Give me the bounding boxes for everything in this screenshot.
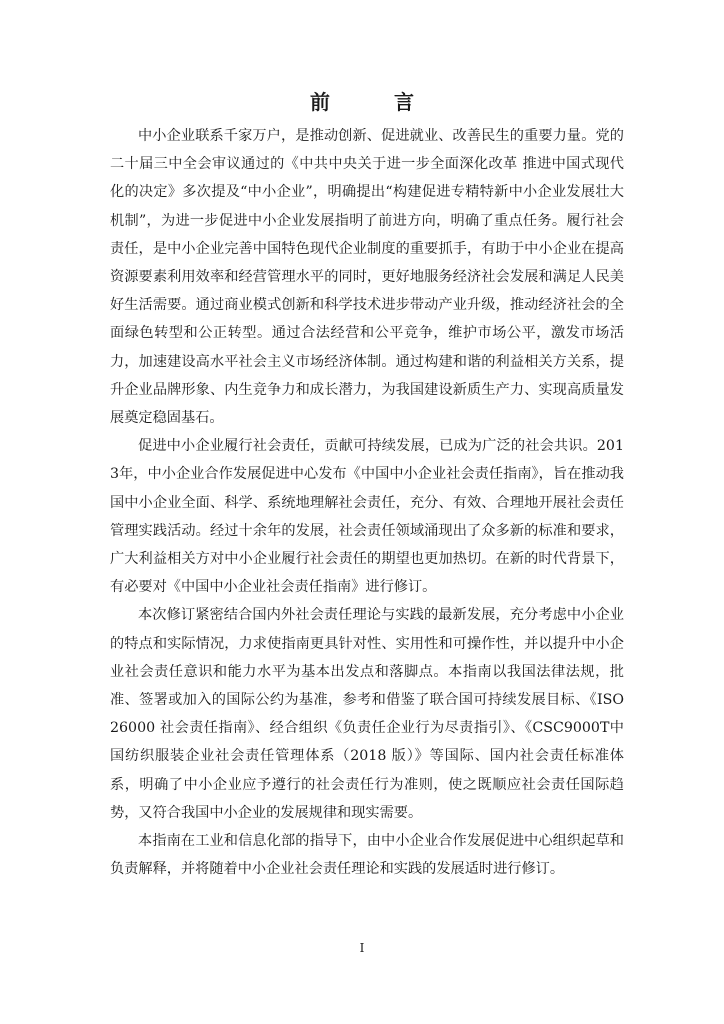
paragraph-4: 本指南在工业和信息化部的指导下，由中小企业合作发展促进中心组织起草和负责解释，并将随着中小企业社会责任理论和实践的发展适时进行修订。 bbox=[110, 833, 624, 878]
paragraph-3: 本次修订紧密结合国内外社会责任理论与实践的最新发展，充分考虑中小企业的特点和实际情况，力求使指南更具针对性、实用性和可操作性，并以提升中小企业社会责任意识和能力水平为基本出发点和落脚点。本指南以我国法律法规，批准、签署或加入的国际公约为基准，参考和借鉴了联合国可持续发展目标、《ISO 26000 社会责任指南》、经合组织《负责任企业行为尽责指引》、《CSC9000T中国纺织服装企业社会责任管理体系（2018 版）》等国际、国内社会责任标准体系，明确了中小企业应予遵行的社会责任行为准则，使之既顺应社会责任国际趋势，又符合我国中小企业的发展规律和现实需要。 bbox=[110, 607, 624, 821]
preface-body bbox=[110, 122, 624, 883]
paragraph-1: 中小企业联系千家万户，是推动创新、促进就业、改善民生的重要力量。党的二十届三中全会审议通过的《中共中央关于进一步全面深化改革 推进中国式现代化的决定》多次提及“中小企业”，明确提出“构建促进专精特新中小企业发展壮大机制”，为进一步促进中小企业发展指明了前进方向，明确了重点任务。履行社会责任，是中小企业完善中国特色现代企业制度的重要抓手，有助于中小企业在提高资源要素利用效率和经营管理水平的同时，更好地服务经济社会发展和满足人民美好生活需要。通过商业模式创新和科学技术进步带动产业升级，推动经济社会的全面绿色转型和公正转型。通过合法经营和公平竞争，维护市场公平，激发市场活力，加速建设高水平社会主义市场经济体制。通过构建和谐的利益相关方关系，提升企业品牌形象、内生竞争力和成长潜力，为我国建设新质生产力、实现高质量发展奠定稳固基石。 bbox=[110, 128, 624, 427]
page-number: I bbox=[359, 941, 365, 955]
paragraph-2: 促进中小企业履行社会责任，贡献可持续发展，已成为广泛的社会共识。2013年，中小企业合作发展促进中心发布《中国中小企业社会责任指南》，旨在推动我国中小企业全面、科学、系统地理解社会责任，充分、有效、合理地开展社会责任管理实践活动。经过十余年的发展，社会责任领域涌现出了众多新的标准和要求，广大利益相关方对中小企业履行社会责任的期望也更加热切。在新的时代背景下，有必要对《中国中小企业社会责任指南》进行修订。 bbox=[110, 438, 624, 596]
page-title: 前 言 bbox=[310, 90, 436, 114]
